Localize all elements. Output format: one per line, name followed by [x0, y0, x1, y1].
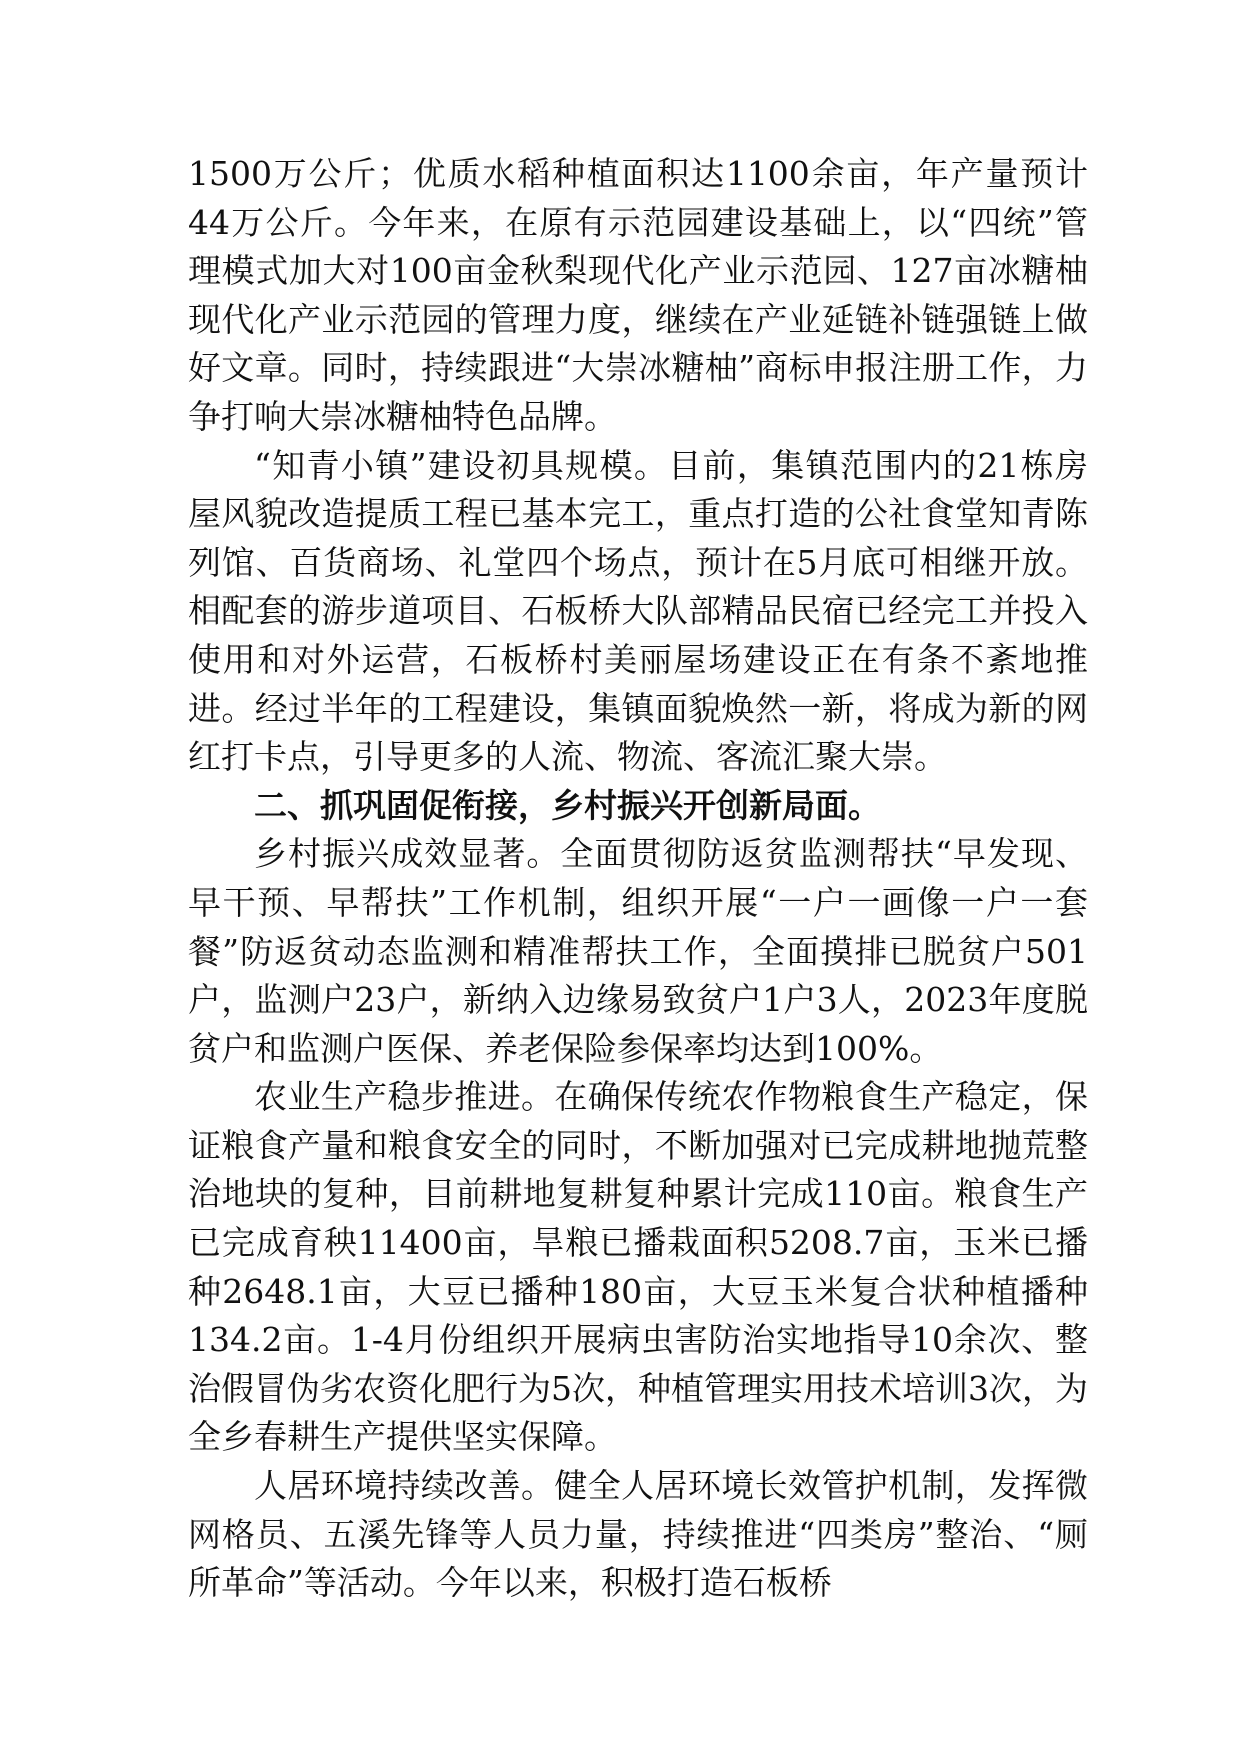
paragraph-3: 乡村振兴成效显著。全面贯彻防返贫监测帮扶“早发现、早干预、早帮扶”工作机制，组织开展“一户一画像一户一套餐”防返贫动态监测和精准帮扶工作，全面摸排已脱贫户501户，监测户23户，新纳入边缘易致贫户1户3人，2023年度脱贫户和监测户医保、养老保险参保率均达到100%。	[188, 834, 1088, 1068]
paragraph-5: 人居环境持续改善。健全人居环境长效管护机制，发挥微网格员、五溪先锋等人员力量，持续推进“四类房”整治、“厕所革命”等活动。今年以来，积极打造石板桥	[188, 1466, 1088, 1603]
paragraph-4: 农业生产稳步推进。在确保传统农作物粮食生产稳定，保证粮食产量和粮食安全的同时，不断加强对已完成耕地抛荒整治地块的复种，目前耕地复耕复种累计完成110亩。粮食生产已完成育秧11400亩，旱粮已播栽面积5208.7亩，玉米已播种2648.1亩，大豆已播种180亩，大豆玉米复合状种植播种134.2亩。1-4月份组织开展病虫害防治实地指导10余次、整治假冒伪劣农资化肥行为5次，种植管理实用技术培训3次，为全乡春耕生产提供坚实保障。	[188, 1077, 1088, 1457]
paragraph-1: 1500万公斤；优质水稻种植面积达1100余亩，年产量预计44万公斤。今年来，在原有示范园建设基础上，以“四统”管理模式加大对100亩金秋梨现代化产业示范园、127亩冰糖柚现代化产业示范园的管理力度，继续在产业延链补链强链上做好文章。同时，持续跟进“大崇冰糖柚”商标申报注册工作，力争打响大崇冰糖柚特色品牌。	[188, 154, 1088, 436]
section-heading: 二、抓巩固促衔接，乡村振兴开创新局面。	[254, 785, 881, 825]
paragraph-2: “知青小镇”建设初具规模。目前，集镇范围内的21栋房屋风貌改造提质工程已基本完工，重点打造的公社食堂知青陈列馆、百货商场、礼堂四个场点，预计在5月底可相继开放。相配套的游步道项目、石板桥大队部精品民宿已经完工并投入使用和对外运营，石板桥村美丽屋场建设正在有条不紊地推进。经过半年的工程建设，集镇面貌焕然一新，将成为新的网红打卡点，引导更多的人流、物流、客流汇聚大崇。	[188, 445, 1088, 777]
document-page	[188, 150, 1088, 1608]
